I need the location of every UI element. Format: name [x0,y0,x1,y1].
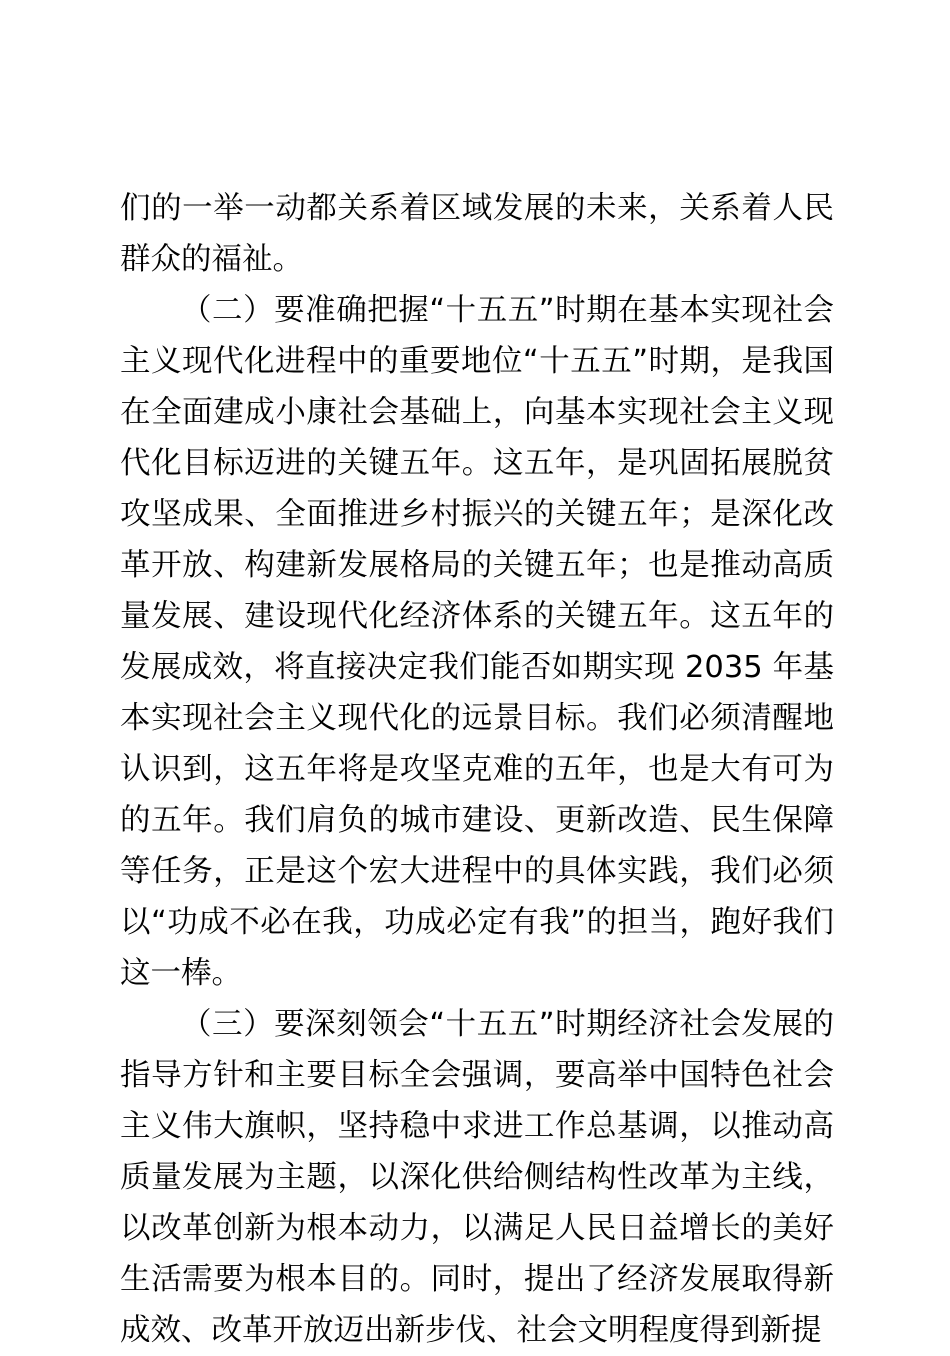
paragraph-continuation: 们的一举一动都关系着区域发展的未来，关系着人民群众的福祉。 [120,191,834,277]
paragraph-section-three: （三）要深刻领会“十五五”时期经济社会发展的指导方针和主要目标全会强调，要高举中国特色社会主义伟大旗帜，坚持稳中求进工作总基调，以推动高质量发展为主题，以深化供给侧结构性改革为主线，以改革创新为根本动力，以满足人民日益增长的美好生活需要为根本目的。同时，提出了经济发展取得新成效、改革开放迈出新步伐、社会文明程度得到新提 [120,1007,834,1348]
document-text-column [120,183,834,1356]
paragraph-section-two: （二）要准确把握“十五五”时期在基本实现社会主义现代化进程中的重要地位“十五五”时期，是我国在全面建成小康社会基础上，向基本实现社会主义现代化目标迈进的关键五年。这五年，是巩固拓展脱贫攻坚成果、全面推进乡村振兴的关键五年；是深化改革开放、构建新发展格局的关键五年；也是推动高质量发展、建设现代化经济体系的关键五年。这五年的发展成效，将直接决定我们能否如期实现 2035 年基本实现社会主义现代化的远景目标。我们必须清醒地认识到，这五年将是攻坚克难的五年，也是大有可为的五年。我们肩负的城市建设、更新改造、民生保障等任务，正是这个宏大进程中的具体实践，我们必须以“功成不必在我，功成必定有我”的担当，跑好我们这一棒。 [120,293,834,991]
